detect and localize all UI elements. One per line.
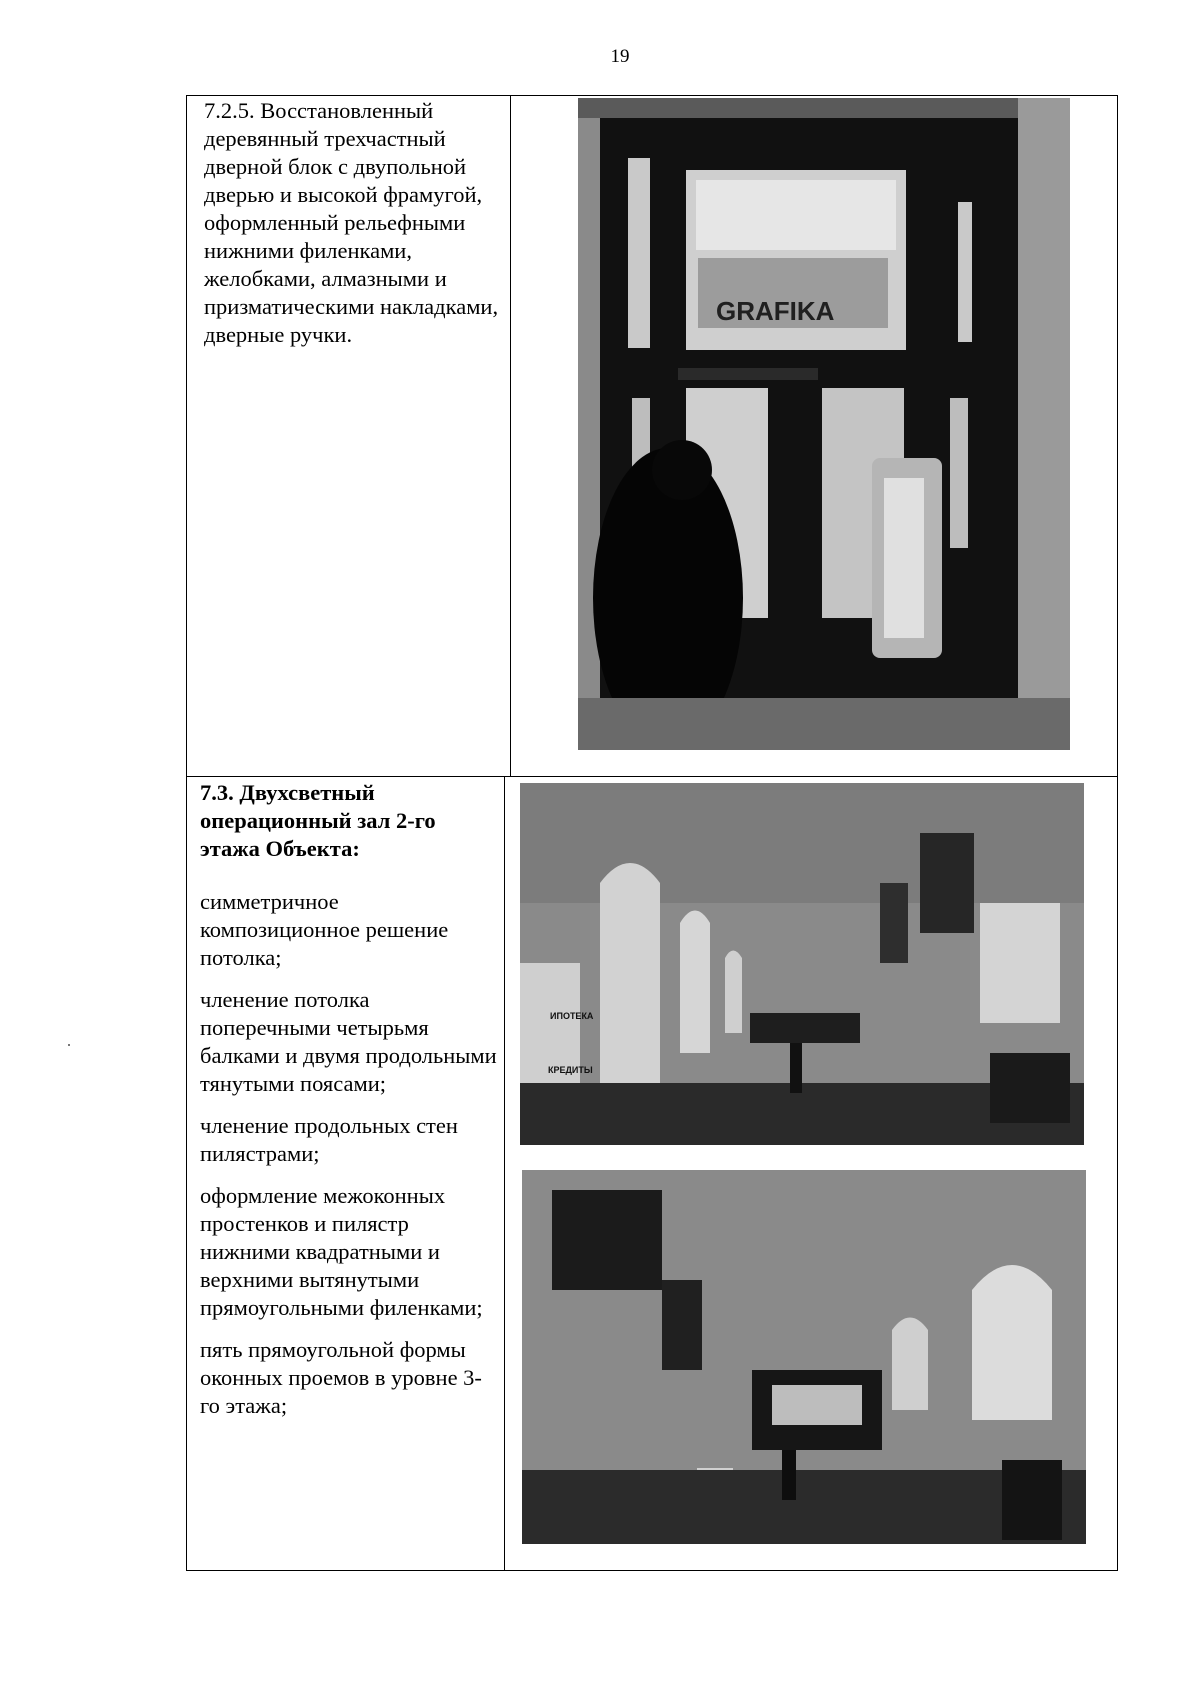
hall-sign-mortgage: ИПОТЕКА	[550, 1011, 594, 1021]
operating-hall-photo-2	[522, 1170, 1086, 1544]
page-number: 19	[610, 46, 630, 67]
table-divider-vertical-bottom	[504, 776, 505, 1571]
hall-sign-credits: КРЕДИТЫ	[548, 1065, 593, 1075]
feature-item: оформление межоконных простенков и пилястр нижними квадратными и верхними вытянутыми прямоугольными филенками;	[200, 1183, 483, 1320]
feature-item: членение потолка поперечными четырьмя балками и двумя продольными тянутыми поясами;	[200, 987, 497, 1096]
door-sign-text: GRAFIKA	[716, 296, 835, 326]
table-divider-horizontal	[186, 776, 1118, 777]
item-7-3-cell	[200, 779, 500, 1434]
table-divider-vertical-top	[510, 95, 511, 777]
door-block-photo	[578, 98, 1070, 750]
feature-item: пять прямоугольной формы оконных проемов в уровне 3-го этажа;	[200, 1337, 482, 1418]
feature-item: симметричное композиционное решение потолка;	[200, 889, 449, 970]
scan-speck	[68, 1044, 70, 1046]
feature-item: членение продольных стен пилястрами;	[200, 1113, 458, 1166]
item-7-3-heading: 7.3. Двухсветный операционный зал 2-го этажа Объекта:	[200, 780, 436, 861]
item-7-2-5-description: 7.2.5. Восстановленный деревянный трехчастный дверной блок с двупольной дверью и высокой фрамугой, оформленный рельефными нижними филенками, желобками, алмазными и призматическими накладками, дверные ручки.	[204, 98, 499, 347]
operating-hall-photo-1	[520, 783, 1084, 1145]
